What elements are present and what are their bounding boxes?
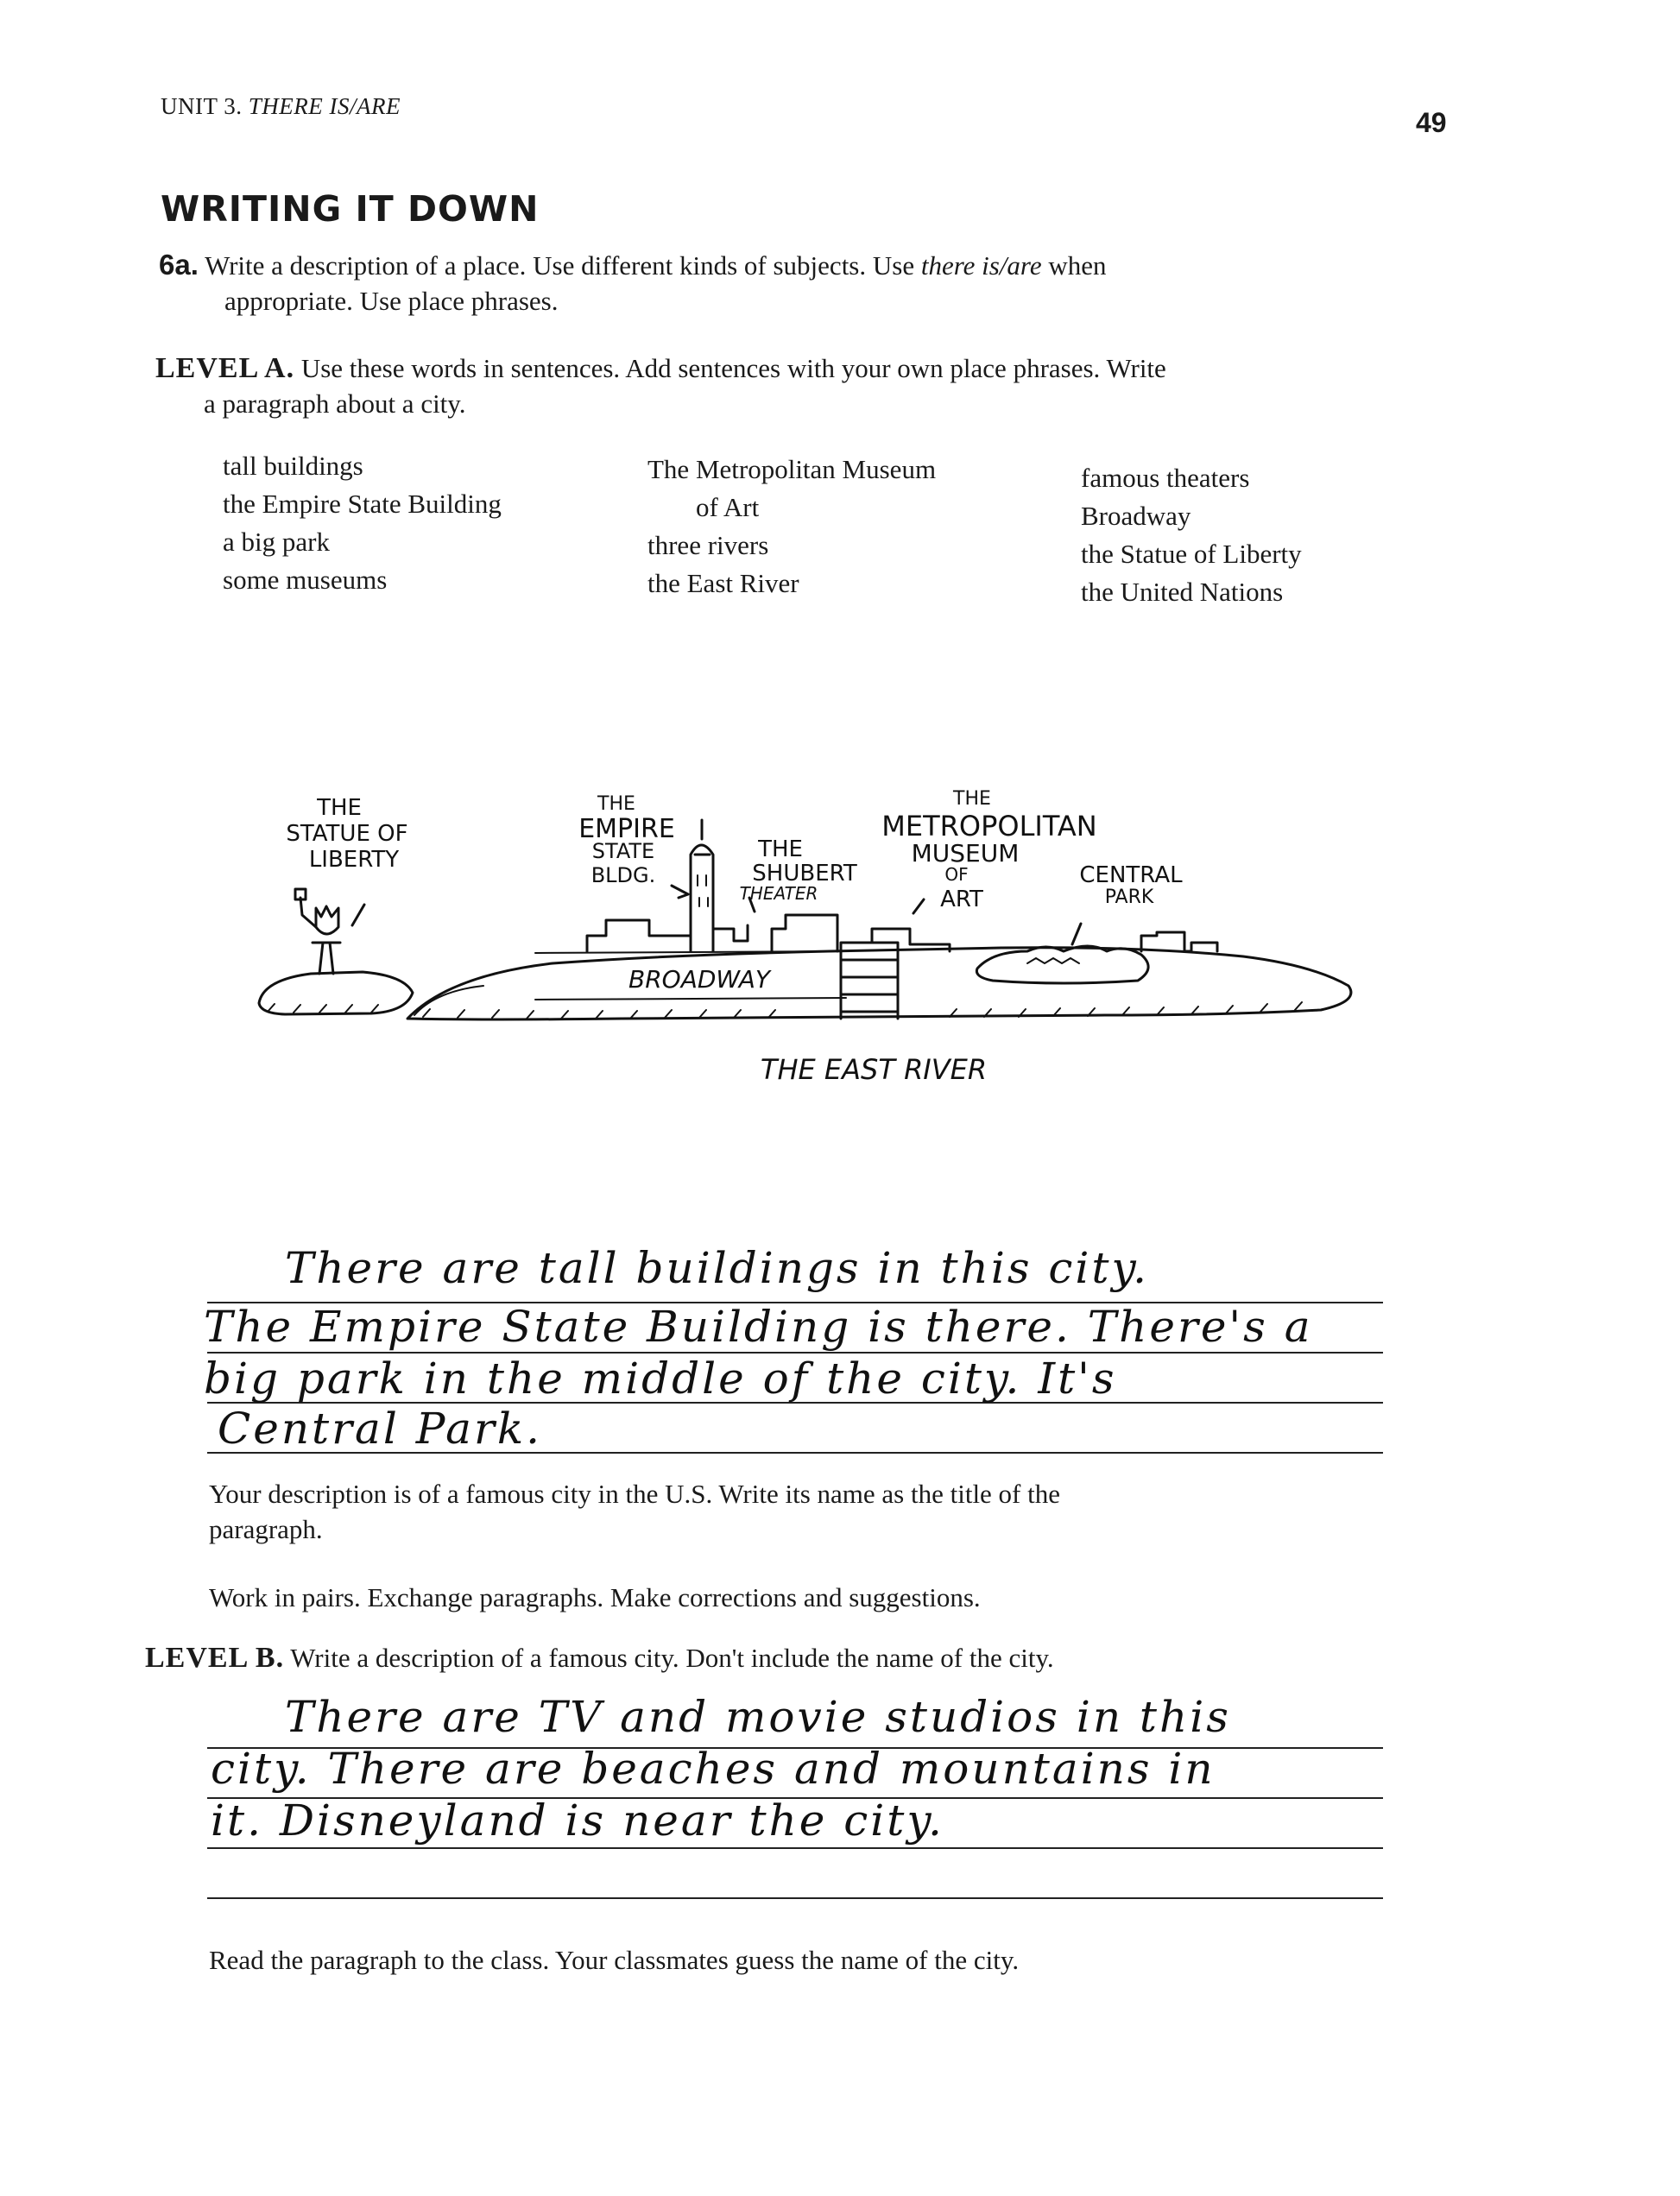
word-item: the United Nations	[1081, 577, 1284, 607]
unit-title: THERE IS/ARE	[248, 93, 401, 119]
word-item: famous theaters	[1081, 463, 1250, 493]
title-instructions-line2: paragraph.	[209, 1514, 323, 1544]
map-label-shubert: SHUBERT	[752, 861, 857, 887]
handwritten-answer-line: The Empire State Building is there. There's a	[204, 1302, 1313, 1352]
map-label-shubert: THEATER	[739, 883, 818, 904]
running-head	[161, 93, 401, 120]
map-label-broadway: BROADWAY	[628, 965, 770, 994]
map-label-met: THE	[953, 788, 991, 810]
map-label-shubert: THE	[758, 836, 803, 862]
map-label-statue: THE	[317, 795, 362, 821]
exercise-label: 6a.	[159, 249, 199, 281]
section-title: WRITING IT DOWN	[161, 188, 540, 230]
title-instructions-line1: Your description is of a famous city in the U.S. Write its name as the title of the	[209, 1479, 1061, 1509]
page-number: 49	[1416, 107, 1447, 138]
map-label-river: THE EAST RIVER	[760, 1053, 988, 1086]
word-item: some museums	[223, 565, 388, 595]
handwritten-answer-line: it. Disneyland is near the city.	[211, 1795, 944, 1846]
exercise-line1-italic: there is/are	[920, 250, 1042, 281]
word-item: the Empire State Building	[223, 489, 502, 519]
word-item: The Metropolitan Museum	[647, 454, 937, 484]
word-item: a big park	[223, 527, 330, 557]
map-label-empire: THE	[597, 793, 635, 815]
map-label-met: ART	[940, 887, 983, 912]
word-column-3	[1081, 459, 1443, 611]
map-label-park: PARK	[1104, 887, 1154, 908]
map-label-statue: LIBERTY	[308, 847, 400, 873]
level-a-line1: Use these words in sentences. Add sentences with your own place phrases. Write	[300, 353, 1166, 383]
city-map-illustration	[0, 760, 1680, 1105]
word-item: three rivers	[647, 530, 769, 560]
level-a-instructions	[155, 350, 1399, 421]
unit-number: UNIT 3.	[161, 93, 243, 119]
word-column-1	[223, 447, 585, 599]
exercise-line2: appropriate. Use place phrases.	[224, 286, 559, 316]
map-label-met: OF	[944, 864, 969, 885]
exercise-instructions	[159, 247, 1385, 319]
map-label-park: CENTRAL	[1079, 862, 1183, 888]
word-item: the East River	[647, 568, 799, 598]
map-label-met: METROPOLITAN	[881, 810, 1097, 842]
writing-line	[207, 1897, 1383, 1899]
word-item: of Art	[696, 492, 760, 522]
pairs-instructions: Work in pairs. Exchange paragraphs. Make corrections and suggestions.	[209, 1582, 981, 1612]
exercise-line1: Write a description of a place. Use different kinds of subjects. Use	[205, 250, 915, 281]
level-a-label: LEVEL A.	[155, 352, 295, 384]
exercise-line1-end: when	[1048, 250, 1107, 281]
word-item: tall buildings	[223, 451, 363, 481]
level-b-text: Write a description of a famous city. Don't include the name of the city.	[290, 1643, 1054, 1673]
handwritten-answer-line: There are TV and movie studios in this	[285, 1692, 1231, 1742]
level-b-label: LEVEL B.	[145, 1642, 285, 1674]
handwritten-answer-line: Central Park.	[218, 1404, 543, 1454]
map-label-empire: STATE	[591, 839, 655, 863]
writing-line	[207, 1847, 1383, 1849]
title-instructions	[209, 1476, 1400, 1547]
handwritten-answer-line: There are tall buildings in this city.	[285, 1243, 1149, 1293]
word-item: Broadway	[1081, 501, 1191, 531]
level-a-line2: a paragraph about a city.	[204, 388, 466, 419]
level-b-instructions	[145, 1640, 1405, 1675]
map-label-statue: STATUE OF	[286, 821, 408, 847]
word-item: the Statue of Liberty	[1081, 539, 1302, 569]
map-label-empire: BLDG.	[591, 863, 656, 887]
handwritten-answer-line: city. There are beaches and mountains in	[211, 1744, 1216, 1794]
map-label-met: MUSEUM	[911, 839, 1020, 868]
map-label-empire: EMPIRE	[578, 814, 675, 844]
closing-instructions: Read the paragraph to the class. Your classmates guess the name of the city.	[209, 1945, 1020, 1975]
word-column-2	[647, 451, 1027, 603]
handwritten-answer-line: big park in the middle of the city. It's	[204, 1354, 1117, 1404]
